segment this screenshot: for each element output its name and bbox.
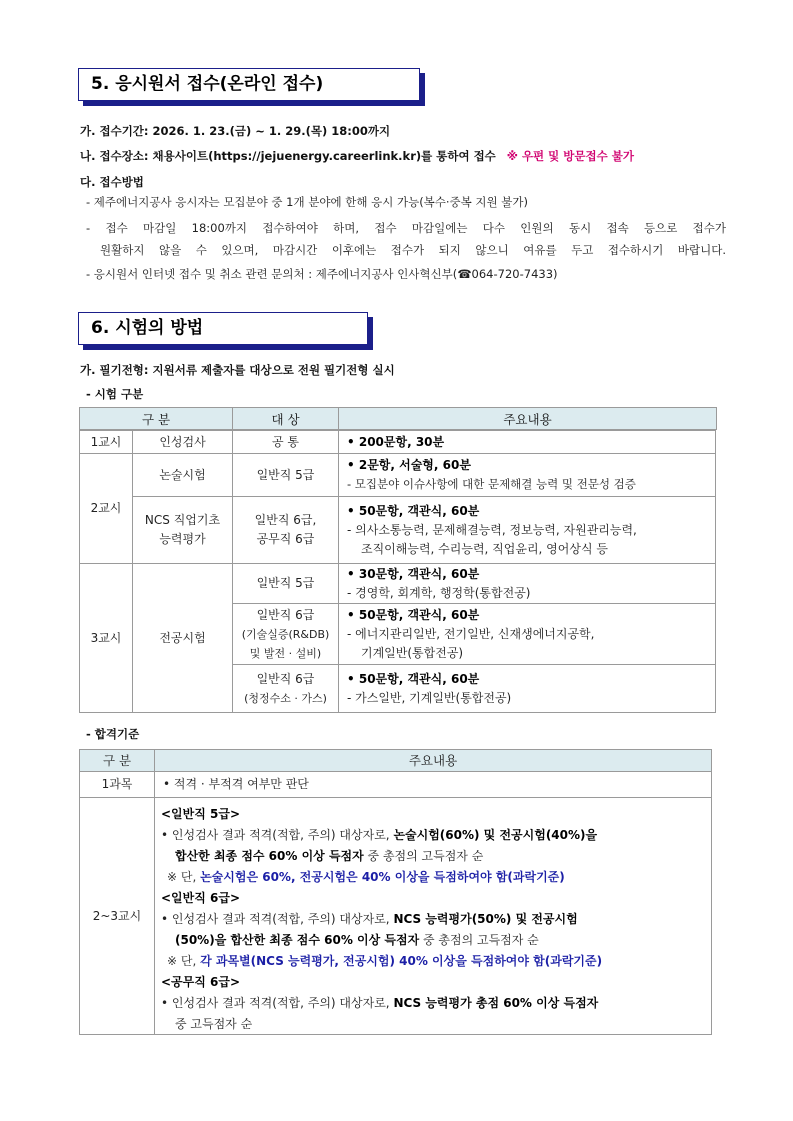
pass-header-category: 구 분 bbox=[79, 749, 155, 772]
grade5-line2: 합산한 최종 점수 60% 이상 득점자 중 총점의 고득점자 순 bbox=[175, 849, 484, 863]
grade5-heading: <일반직 5급> bbox=[161, 807, 241, 821]
application-place bbox=[80, 148, 634, 164]
content-main: • 50문항, 객관식, 60분 bbox=[347, 671, 480, 686]
content-main: • 200문항, 30분 bbox=[347, 434, 445, 449]
content-essay bbox=[338, 453, 716, 497]
target-essay: 일반직 5급 bbox=[232, 453, 339, 497]
content-main: • 2문항, 서술형, 60분 bbox=[347, 458, 471, 472]
application-method-heading: 다. 접수방법 bbox=[80, 175, 144, 189]
content-main: • 50문항, 객관식, 60분 bbox=[347, 607, 480, 622]
exam-personality: 인성검사 bbox=[132, 430, 233, 454]
exam-table-body bbox=[79, 430, 716, 713]
content-major-6-tech bbox=[338, 603, 716, 665]
target-line: 공무직 6급 bbox=[256, 532, 315, 546]
content-major-5 bbox=[338, 563, 716, 604]
public-heading: <공무직 6급> bbox=[161, 975, 241, 989]
target-major-6-gas bbox=[232, 664, 339, 713]
period-1: 1교시 bbox=[79, 430, 133, 454]
pass-row-1-text: • 적격 · 부적격 여부만 판단 bbox=[163, 777, 309, 791]
method-item-contact: - 응시원서 인터넷 접수 및 취소 관련 문의처 : 제주에너지공사 인사혁신부(☎064-720-7433) bbox=[86, 267, 558, 281]
header-content: 주요내용 bbox=[339, 408, 717, 430]
content-sub: - 경영학, 회계학, 행정학(통합전공) bbox=[347, 585, 531, 600]
method-item: - 접수 마감일 18:00까지 접수하여야 하며, 접수 마감일에는 다수 인원의 동시 접속 등으로 접수가 bbox=[86, 221, 726, 235]
target-line: 일반직 6급, bbox=[254, 513, 317, 527]
content-main: • 50문항, 객관식, 60분 bbox=[347, 503, 480, 518]
exam-essay: 논술시험 bbox=[132, 453, 233, 497]
section-title-exam-method: 6. 시험의 방법 bbox=[78, 312, 368, 345]
content-sub: - 모집분야 이슈사항에 대한 문제해결 능력 및 전문성 검증 bbox=[347, 477, 636, 491]
exam-ncs-line: NCS 직업기초 bbox=[144, 513, 221, 527]
grade6-heading: <일반직 6급> bbox=[161, 891, 241, 905]
section-title-application: 5. 응시원서 접수(온라인 접수) bbox=[78, 68, 420, 101]
pass-header-content: 주요내용 bbox=[154, 749, 712, 772]
target-line: 일반직 6급 bbox=[256, 671, 315, 686]
exam-table bbox=[79, 407, 717, 430]
written-exam-heading: 가. 필기전형: 지원서류 제출자를 대상으로 전원 필기전형 실시 bbox=[80, 363, 395, 377]
pass-criteria-label: - 합격기준 bbox=[86, 727, 140, 741]
content-sub: 기계일반(통합전공) bbox=[361, 645, 464, 660]
period-2: 2교시 bbox=[79, 453, 133, 564]
content-sub: - 에너지관리일반, 전기일반, 신재생에너지공학, bbox=[347, 626, 595, 641]
content-personality bbox=[338, 430, 716, 454]
grade5-line1: • 인성검사 결과 적격(적합, 주의) 대상자로, 논술시험(60%) 및 전공시험(40%)을 bbox=[161, 828, 598, 842]
target-line: 일반직 6급 bbox=[256, 607, 315, 622]
method-item: - 제주에너지공사 응시자는 모집분야 중 1개 분야에 한해 응시 가능(복수·중복 지원 불가) bbox=[86, 195, 529, 209]
target-major-6-tech bbox=[232, 603, 339, 665]
application-period: 가. 접수기간: 2026. 1. 23.(금) ~ 1. 29.(목) 18:00까지 bbox=[80, 124, 391, 138]
content-sub: 조직이해능력, 수리능력, 직업윤리, 영어상식 등 bbox=[361, 541, 608, 556]
application-place-note: ※ 우편 및 방문접수 불가 bbox=[506, 149, 634, 163]
content-ncs bbox=[338, 496, 716, 564]
header-target: 대 상 bbox=[233, 408, 339, 430]
pass-row-1-content bbox=[154, 771, 712, 798]
content-sub: - 의사소통능력, 문제해결능력, 정보능력, 자원관리능력, bbox=[347, 522, 637, 537]
exam-major: 전공시험 bbox=[132, 563, 233, 713]
target-line: (기술실증(R&DB) bbox=[241, 627, 330, 641]
exam-ncs-line: 능력평가 bbox=[159, 532, 206, 546]
grade5-note: ※ 단, 논술시험은 60%, 전공시험은 40% 이상을 득점하여야 함(과락기준) bbox=[167, 870, 565, 884]
pass-row-1-label: 1과목 bbox=[79, 771, 155, 798]
header-category: 구 분 bbox=[80, 408, 233, 430]
pass-table bbox=[79, 749, 712, 1035]
pass-row-2-content bbox=[154, 797, 712, 1035]
exam-table-header bbox=[80, 408, 717, 430]
method-item-continued: 원활하지 않을 수 있으며, 마감시간 이후에는 접수가 되지 않으니 여유를 두고 접수하시기 바랍니다. bbox=[100, 243, 726, 257]
target-ncs bbox=[232, 496, 339, 564]
target-line: 및 발전 · 설비) bbox=[249, 646, 322, 660]
target-major-5: 일반직 5급 bbox=[232, 563, 339, 604]
application-place-text: 나. 접수장소: 채용사이트(https://jejuenergy.careerlink.kr)를 통하여 접수 bbox=[80, 149, 496, 163]
exam-type-label: - 시험 구분 bbox=[86, 387, 144, 401]
target-line: (청정수소 · 가스) bbox=[244, 691, 327, 705]
grade6-line1: • 인성검사 결과 적격(적합, 주의) 대상자로, NCS 능력평가(50%) 및 전공시험 bbox=[161, 912, 578, 926]
grade6-line2: (50%)을 합산한 최종 점수 60% 이상 득점자 중 총점의 고득점자 순 bbox=[175, 933, 539, 947]
content-sub: - 가스일반, 기계일반(통합전공) bbox=[347, 690, 512, 705]
target-common: 공 통 bbox=[232, 430, 339, 454]
period-3: 3교시 bbox=[79, 563, 133, 713]
public-line2: 중 고득점자 순 bbox=[175, 1017, 253, 1031]
exam-ncs bbox=[132, 496, 233, 564]
public-line1: • 인성검사 결과 적격(적합, 주의) 대상자로, NCS 능력평가 총점 60% 이상 득점자 bbox=[161, 996, 599, 1010]
content-major-6-gas bbox=[338, 664, 716, 713]
pass-row-2-label: 2~3교시 bbox=[79, 797, 155, 1035]
grade6-note: ※ 단, 각 과목별(NCS 능력평가, 전공시험) 40% 이상을 득점하여야 함(과락기준) bbox=[167, 954, 603, 968]
content-main: • 30문항, 객관식, 60분 bbox=[347, 566, 480, 581]
